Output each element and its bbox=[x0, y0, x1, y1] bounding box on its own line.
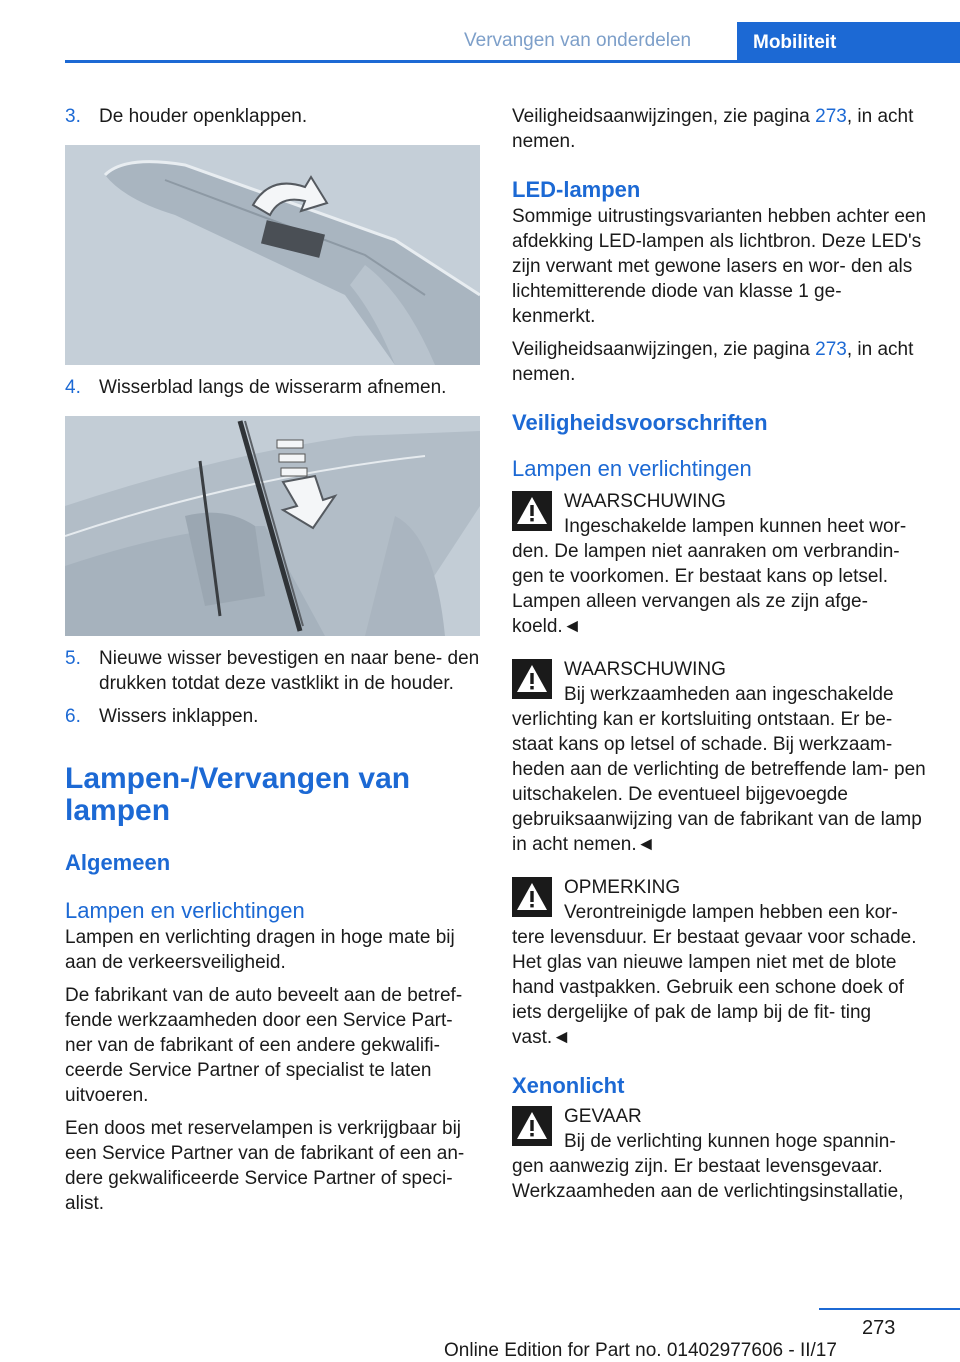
step-number: 5. bbox=[65, 648, 81, 669]
warning-triangle-icon bbox=[512, 1106, 552, 1146]
note-label: OPMERKING bbox=[564, 877, 681, 898]
safety-reference-text: Veiligheidsaanwijzingen, zie pagina bbox=[512, 106, 816, 127]
warning-block-hot-lamps bbox=[512, 489, 927, 539]
header-rule bbox=[65, 60, 960, 63]
footer-rule bbox=[819, 1308, 960, 1310]
page-number: 273 bbox=[862, 1317, 896, 1339]
step-text: De houder openklappen. bbox=[99, 106, 308, 127]
step-number: 4. bbox=[65, 377, 81, 398]
warning-first-line: Ingeschakelde lampen kunnen heet wor‐ bbox=[564, 516, 907, 537]
safety-reference-2 bbox=[512, 337, 927, 387]
warning-triangle-icon bbox=[512, 877, 552, 917]
warning-text: den. De lampen niet aanraken om verbrandin‐ gen te voorkomen. Er bestaat kans op letsel. Lampen alleen vervangen als ze zijn afge‐ koeld.◄ bbox=[512, 541, 900, 637]
warning-triangle-icon bbox=[512, 659, 552, 699]
step-3 bbox=[65, 104, 480, 129]
right-column bbox=[512, 104, 927, 1204]
step-text: Wissers inklappen. bbox=[99, 706, 259, 727]
warning-block-short-circuit bbox=[512, 657, 927, 707]
wiper-blade-removal-illustration bbox=[65, 416, 480, 636]
safety-reference-1 bbox=[512, 104, 927, 154]
footer-edition: Online Edition for Part no. 01402977606 - II/17 bbox=[444, 1340, 837, 1361]
heading-general: Algemeen bbox=[65, 850, 171, 875]
header-section-title: Vervangen van onderdelen bbox=[464, 30, 692, 51]
heading-lamps-lights: Lampen en verlichtingen bbox=[512, 456, 752, 481]
paragraph-spare-lamp-box: Een doos met reservelampen is verkrijgbaar bij een Service Partner van de fabrikant of een an‐ dere gekwalificeerde Service Partner of speci‐ alist. bbox=[65, 1118, 465, 1214]
safety-reference-text: , in acht nemen. bbox=[512, 339, 914, 385]
danger-text: gen aanwezig zijn. Er bestaat levensgevaar. Werkzaamheden aan de verlichtingsinstallatie, bbox=[512, 1156, 904, 1202]
heading-lamps-lights: Lampen en verlichtingen bbox=[65, 898, 305, 923]
heading-xenon-light: Xenonlicht bbox=[512, 1073, 625, 1098]
left-column bbox=[65, 104, 480, 1216]
page-link-273[interactable]: 273 bbox=[815, 339, 847, 360]
paragraph-traffic-safety: Lampen en verlichting dragen in hoge mate bij aan de verkeersveiligheid. bbox=[65, 927, 455, 973]
warning-label: WAARSCHUWING bbox=[564, 491, 726, 512]
danger-block-high-voltage bbox=[512, 1104, 927, 1154]
heading-led-lamps: LED-lampen bbox=[512, 177, 641, 202]
danger-label: GEVAAR bbox=[564, 1106, 642, 1127]
heading-lamp-replacement: Lampen-/Vervangen van lampen bbox=[65, 762, 411, 827]
wiper-holder-drawing bbox=[65, 145, 480, 365]
safety-reference-text: Veiligheidsaanwijzingen, zie pagina bbox=[512, 339, 816, 360]
step-text: Wisserblad langs de wisserarm afnemen. bbox=[99, 377, 447, 398]
step-6 bbox=[65, 704, 480, 729]
step-4 bbox=[65, 375, 480, 400]
danger-first-line: Bij de verlichting kunnen hoge spannin‐ bbox=[564, 1131, 896, 1152]
step-number: 3. bbox=[65, 106, 81, 127]
page-link-273[interactable]: 273 bbox=[815, 106, 847, 127]
heading-safety-rules: Veiligheidsvoorschriften bbox=[512, 410, 768, 435]
windshield-drawing bbox=[65, 416, 480, 636]
warning-label: WAARSCHUWING bbox=[564, 659, 726, 680]
warning-triangle-icon bbox=[512, 491, 552, 531]
step-number: 6. bbox=[65, 706, 81, 727]
step-5 bbox=[65, 646, 480, 696]
header-chapter-tab: Mobiliteit bbox=[737, 22, 960, 63]
note-text: tere levensduur. Er bestaat gevaar voor schade. Het glas van nieuwe lampen niet met de blote hand vastpakken. Gebruik een schone doek of iets dergelijke of pak de lamp bij de fit‐ ting vast.◄ bbox=[512, 927, 917, 1048]
paragraph-led-info: Sommige uitrustingsvarianten hebben achter een afdekking LED-lampen als lichtbron. Deze LED's zijn verwant met gewone lasers en wor‐ den als lichtemitterende diode van klasse 1 ge‐ kenmerkt. bbox=[512, 206, 927, 327]
note-first-line: Verontreinigde lampen hebben een kor‐ bbox=[564, 902, 898, 923]
note-block-dirty-lamps bbox=[512, 875, 927, 925]
step-text: Nieuwe wisser bevestigen en naar bene‐ den drukken totdat deze vastklikt in de houder. bbox=[99, 648, 480, 694]
warning-first-line: Bij werkzaamheden aan ingeschakelde bbox=[564, 684, 894, 705]
safety-reference-text: , in acht nemen. bbox=[512, 106, 914, 152]
paragraph-service-recommendation: De fabrikant van de auto beveelt aan de betref‐ fende werkzaamheden door een Service Part‐ ner van de fabrikant of een andere gekwalifi‐ ceerde Service Partner of specialist te laten uitvoeren. bbox=[65, 985, 463, 1106]
wiper-holder-illustration bbox=[65, 145, 480, 365]
warning-text: verlichting kan er kortsluiting ontstaan. Er be‐ staat kans op letsel of schade. Bij werkzaam‐ heden aan de verlichting de betreffende lam‐ pen uitschakelen. De eventueel bijgevoegde gebruiksaanwijzing van de fabrikant van de lamp in acht nemen.◄ bbox=[512, 709, 926, 855]
